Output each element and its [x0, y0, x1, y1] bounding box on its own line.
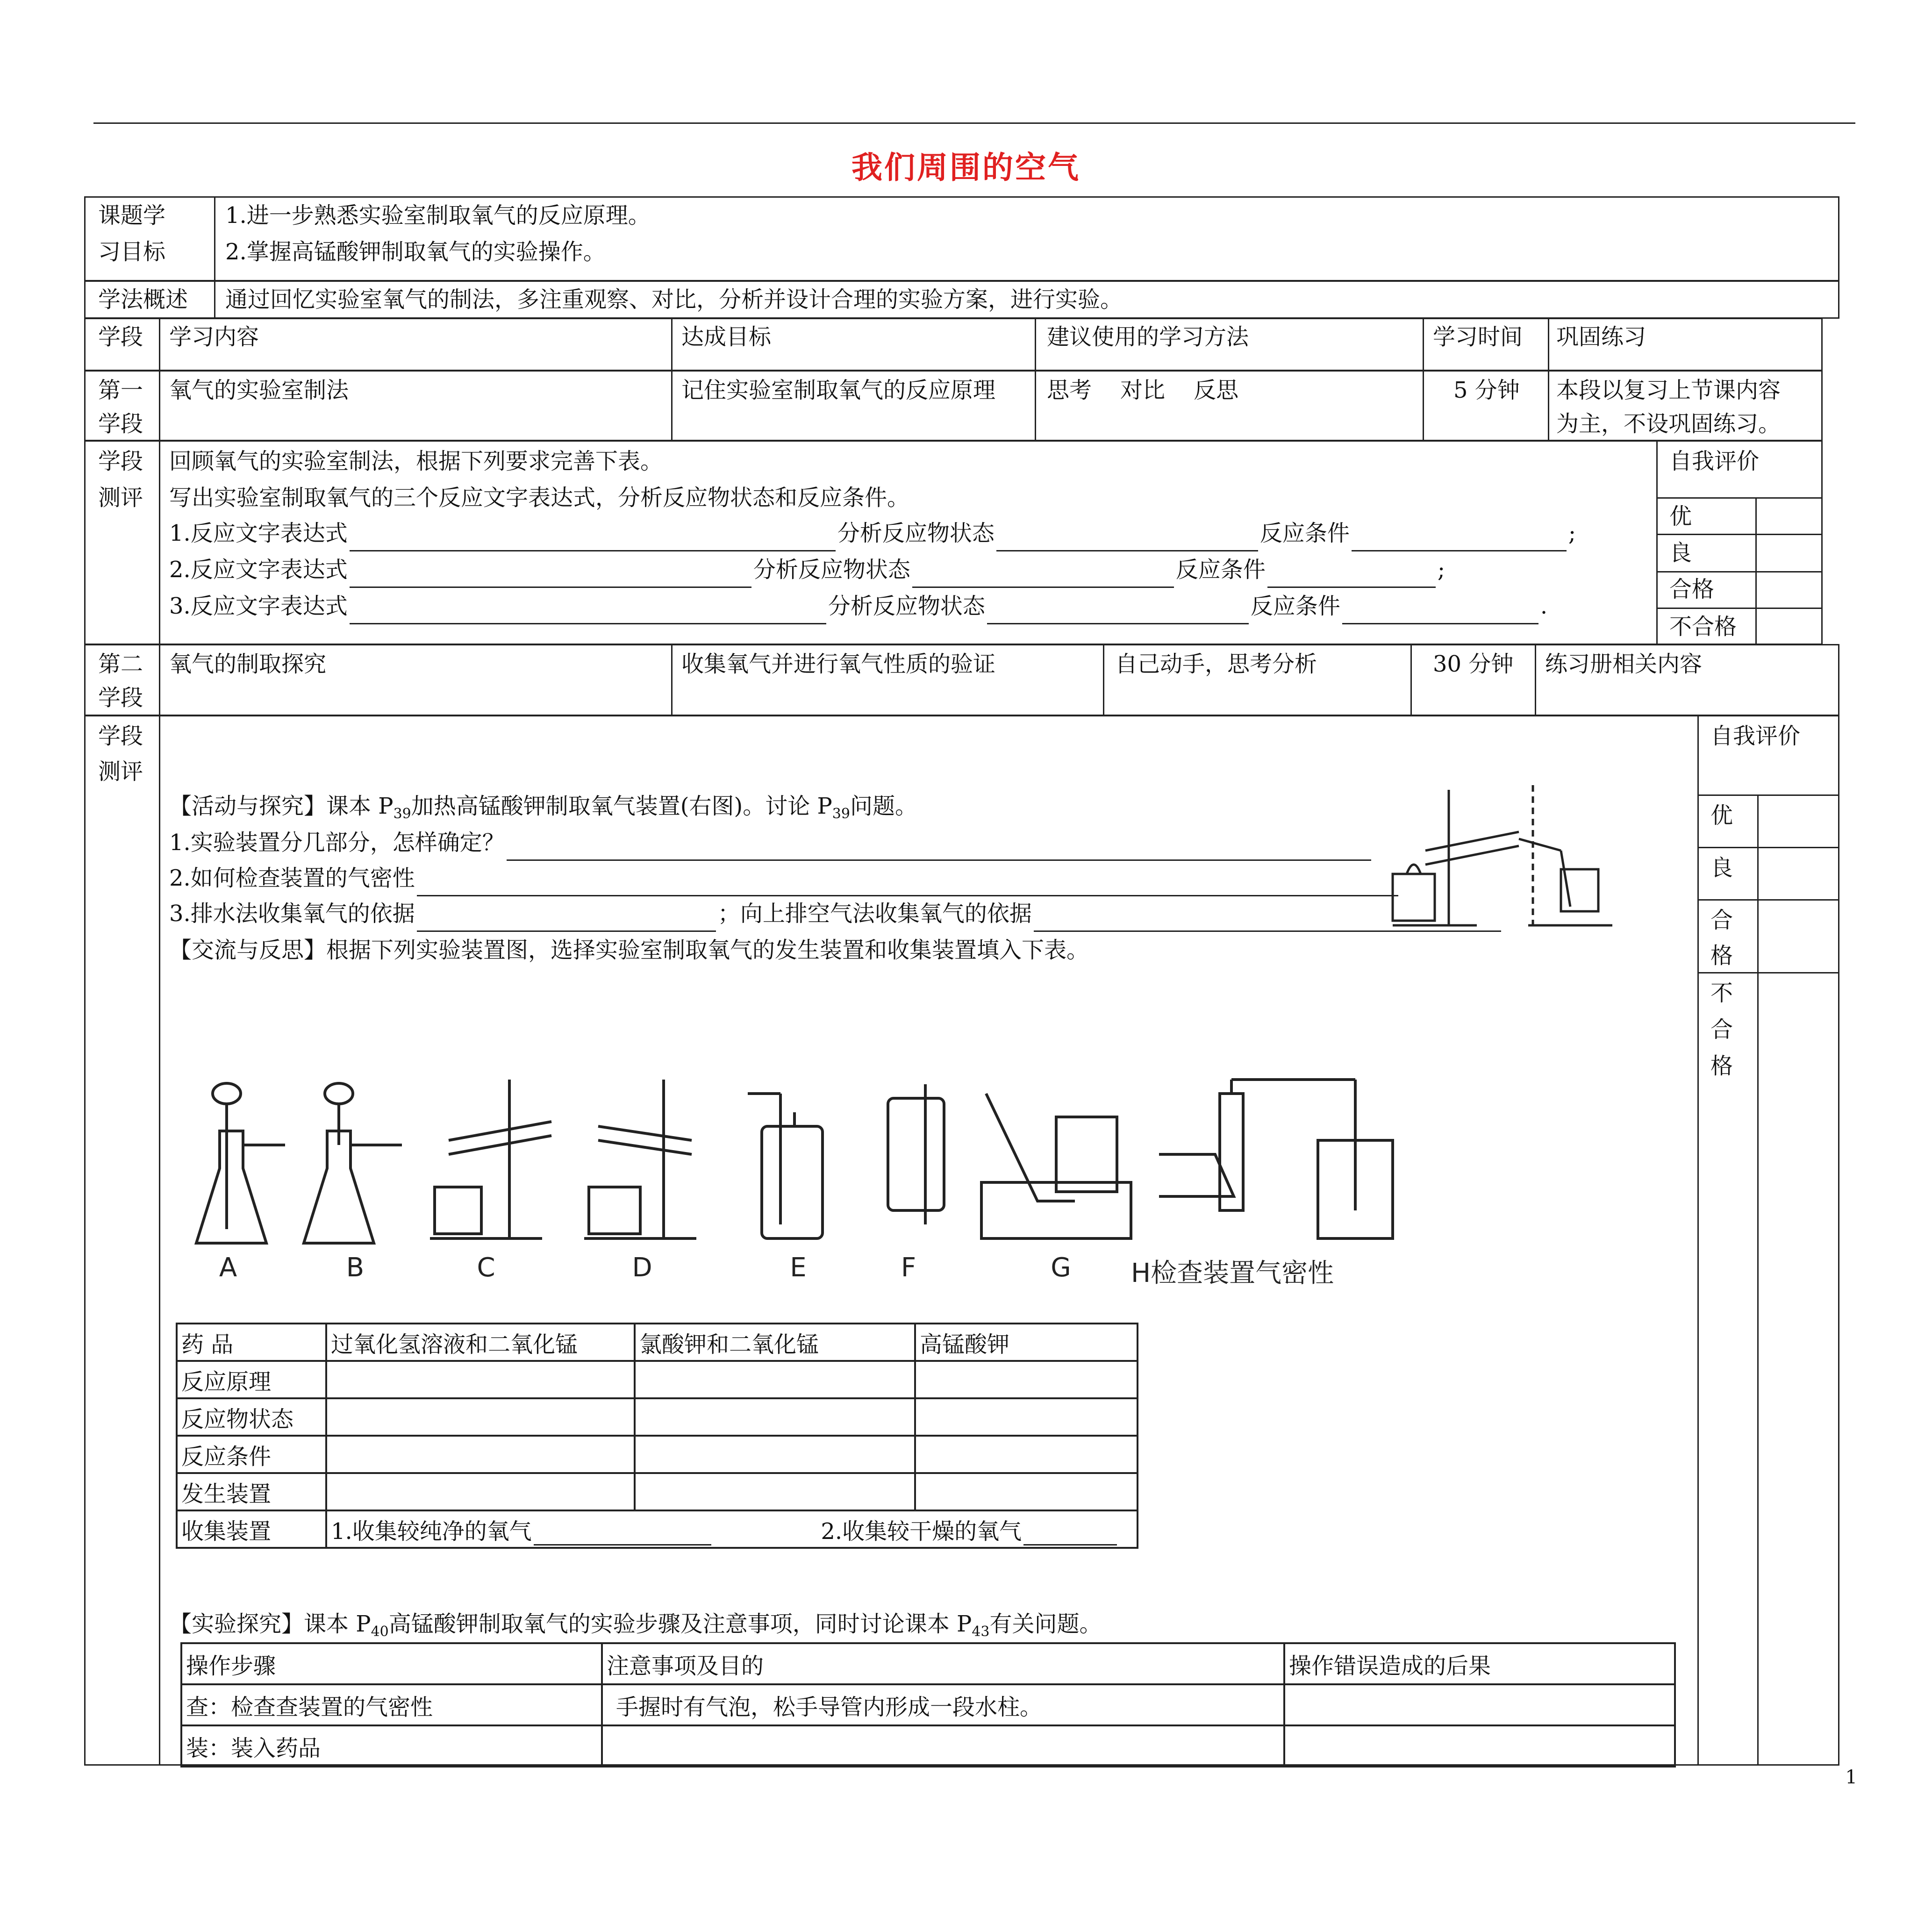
eval2-grade-pass-2: 格: [1710, 943, 1733, 969]
table-header: 高锰酸钾: [915, 1324, 1138, 1361]
method-text: 通过回忆实验室氧气的制法，多注重观察、对比，分析并设计合理的实验方案，进行实验。: [225, 286, 1123, 313]
apparatus-label-a: A: [219, 1252, 237, 1283]
header-content: 学习内容: [169, 324, 259, 350]
eval1-question-2: 2.反应文字表达式 分析反应物状态 反应条件 ;: [169, 551, 1445, 588]
answer-blank[interactable]: [1342, 598, 1538, 624]
header-stage: 学段: [98, 324, 143, 350]
table-row-label: 发生装置: [177, 1473, 326, 1510]
eval1-intro-1: 回顾氧气的实验室制法，根据下列要求完善下表。: [169, 448, 663, 474]
apparatus-label-h: H检查装置气密性: [1131, 1258, 1334, 1288]
step-check: 查：检查查装置的气密性: [181, 1684, 602, 1725]
stage2-time: 30 分钟: [1433, 651, 1514, 677]
exchange-line: 【交流与反思】根据下列实验装置图，选择实验室制取氧气的发生装置和收集装置填入下表。: [169, 937, 1089, 963]
answer-blank[interactable]: [507, 834, 1371, 861]
answer-blank[interactable]: [987, 598, 1249, 624]
eval1-grade-pass: 合格: [1669, 576, 1715, 602]
stage2-label-1: 第二: [98, 651, 143, 677]
table-cell[interactable]: [326, 1398, 635, 1436]
table-cell[interactable]: [1284, 1725, 1675, 1767]
eval2-grade-excellent: 优: [1710, 802, 1733, 829]
kmno4-apparatus-figure: [1374, 785, 1617, 935]
eval2-self-eval: 自我评价: [1710, 723, 1801, 749]
method-label: 学法概述: [98, 286, 188, 313]
eval1-question-3: 3.反应文字表达式 分析反应物状态 反应条件 .: [169, 588, 1547, 624]
eval2-label-2: 测评: [98, 758, 143, 785]
table-row-label: 反应原理: [177, 1361, 326, 1398]
table-cell[interactable]: [915, 1398, 1138, 1436]
objective-1: 1.进一步熟悉实验室制取氧气的反应原理。: [225, 202, 651, 229]
header-rule: [93, 122, 1855, 124]
eval1-grade-excellent: 优: [1669, 503, 1692, 530]
page-title: 我们周围的空气: [852, 150, 1080, 186]
apparatus-label-b: B: [346, 1252, 365, 1283]
table-header: 氯酸钾和二氧化锰: [635, 1324, 915, 1361]
eval2-grade-fail-2: 合: [1710, 1016, 1733, 1043]
table-row-label: 反应物状态: [177, 1398, 326, 1436]
table-cell[interactable]: [635, 1361, 915, 1398]
eval1-grade-good: 良: [1669, 540, 1692, 566]
eval2-label-1: 学段: [98, 723, 143, 749]
objectives-label-2: 习目标: [98, 239, 166, 265]
table-header: 药 品: [177, 1324, 326, 1361]
objectives-label-1: 课题学: [98, 202, 166, 229]
answer-blank[interactable]: [417, 870, 1398, 896]
eval1-label-1: 学段: [98, 448, 143, 474]
eval1-grade-fail: 不合格: [1669, 614, 1737, 640]
answer-blank[interactable]: [350, 598, 826, 624]
reagent-table: [176, 1323, 1138, 1549]
apparatus-label-g: G: [1051, 1252, 1071, 1283]
header-goal: 达成目标: [681, 324, 772, 350]
stage1-content: 氧气的实验室制法: [169, 377, 349, 403]
header-method: 建议使用的学习方法: [1047, 324, 1249, 350]
table-row-label: 收集装置: [177, 1510, 326, 1548]
answer-blank[interactable]: [996, 525, 1258, 551]
page-number: 1: [1845, 1767, 1857, 1788]
eval1-question-1: 1.反应文字表达式 分析反应物状态 反应条件 ;: [169, 515, 1576, 551]
answer-blank[interactable]: [534, 1523, 711, 1546]
stage2-label-2: 学段: [98, 685, 143, 711]
step-check-note: 手握时有气泡，松手导管内形成一段水柱。: [602, 1684, 1284, 1725]
activity-q1: 1.实验装置分几部分，怎样确定？: [169, 824, 1373, 861]
answer-blank[interactable]: [1352, 525, 1567, 551]
table-cell[interactable]: [602, 1725, 1284, 1767]
stage1-label-2: 学段: [98, 411, 143, 437]
stage2-content: 氧气的制取探究: [169, 651, 327, 677]
table-cell[interactable]: [635, 1473, 915, 1510]
table-header: 操作步骤: [181, 1643, 602, 1684]
table-cell[interactable]: [326, 1473, 635, 1510]
table-cell[interactable]: [326, 1436, 635, 1473]
stage1-goal: 记住实验室制取氧气的反应原理: [681, 377, 996, 403]
eval2-grade-good: 良: [1710, 855, 1733, 881]
table-header: 过氧化氢溶液和二氧化锰: [326, 1324, 635, 1361]
table-header: 注意事项及目的: [602, 1643, 1284, 1684]
stage1-method: 思考 对比 反思: [1047, 377, 1239, 403]
stage1-time: 5 分钟: [1453, 377, 1520, 403]
table-cell[interactable]: [326, 1361, 635, 1398]
table-cell[interactable]: [635, 1398, 915, 1436]
apparatus-label-c: C: [477, 1252, 495, 1283]
stage1-label-1: 第一: [98, 377, 143, 403]
stage1-practice-2: 为主，不设巩固练习。: [1556, 411, 1781, 437]
eval1-label-2: 测评: [98, 485, 143, 511]
table-row-label: 反应条件: [177, 1436, 326, 1473]
activity-q2: 2.如何检查装置的气密性: [169, 860, 1400, 896]
activity-line: 【活动与探究】课本 $P_{39}$加热高锰酸钾制取氧气装置(右图)。讨论 $P_{39}$问题。: [169, 793, 917, 822]
eval1-intro-2: 写出实验室制取氧气的三个反应文字表达式，分析反应物状态和反应条件。: [169, 485, 910, 511]
activity-q3: 3.排水法收集氧气的依据 ；向上排空气法收集氧气的依据: [169, 895, 1503, 932]
eval2-grade-fail-1: 不: [1710, 980, 1733, 1006]
stage1-practice-1: 本段以复习上节课内容: [1556, 377, 1781, 403]
table-cell[interactable]: [915, 1436, 1138, 1473]
eval1-self-eval: 自我评价: [1669, 448, 1760, 474]
apparatus-figures: [187, 1075, 1430, 1252]
table-cell[interactable]: [915, 1361, 1138, 1398]
apparatus-label-d: D: [632, 1252, 652, 1283]
answer-blank[interactable]: [912, 561, 1174, 588]
answer-blank[interactable]: [1023, 1523, 1117, 1546]
collect-cell: 1.收集较纯净的氧气 2.收集较干燥的氧气: [326, 1510, 1138, 1548]
table-cell[interactable]: [1284, 1684, 1675, 1725]
header-time: 学习时间: [1433, 324, 1523, 350]
apparatus-label-f: F: [901, 1252, 916, 1283]
answer-blank[interactable]: [1267, 561, 1436, 588]
table-header: 操作错误造成的后果: [1284, 1643, 1675, 1684]
answer-blank[interactable]: [417, 905, 716, 932]
stage2-goal: 收集氧气并进行氧气性质的验证: [681, 651, 996, 677]
experiment-line: 【实验探究】课本 $P_{40}$高锰酸钾制取氧气的实验步骤及注意事项，同时讨论课本 $P_{43}$有关问题。: [169, 1611, 1102, 1640]
step-load: 装：装入药品: [181, 1725, 602, 1767]
answer-blank[interactable]: [350, 561, 751, 588]
answer-blank[interactable]: [350, 525, 836, 551]
table-cell[interactable]: [635, 1436, 915, 1473]
steps-table: [180, 1642, 1676, 1767]
stage2-method: 自己动手，思考分析: [1115, 651, 1317, 677]
table-cell[interactable]: [915, 1473, 1138, 1510]
header-practice: 巩固练习: [1556, 324, 1646, 350]
objective-2: 2.掌握高锰酸钾制取氧气的实验操作。: [225, 239, 606, 265]
eval2-grade-fail-3: 格: [1710, 1053, 1733, 1079]
apparatus-label-e: E: [790, 1252, 807, 1283]
stage2-practice: 练习册相关内容: [1545, 651, 1703, 677]
eval2-grade-pass-1: 合: [1710, 907, 1733, 933]
